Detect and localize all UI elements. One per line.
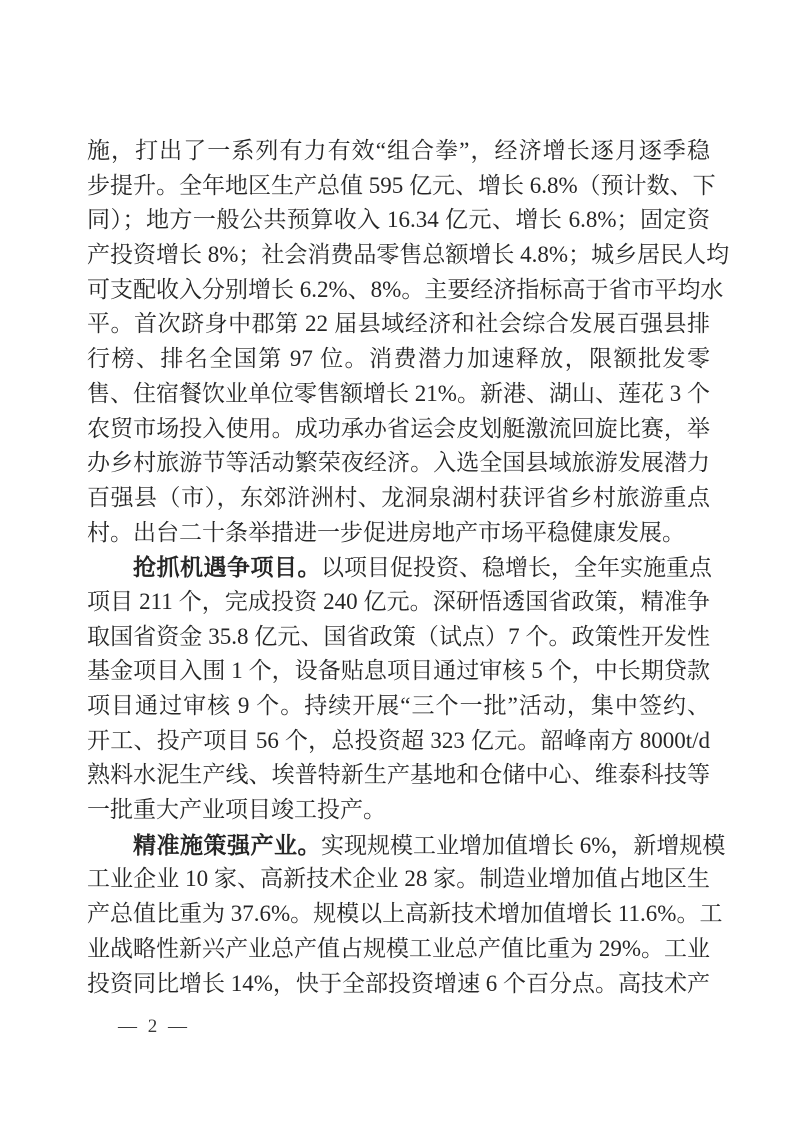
line-text: 可支配收入分别增长 6.2%、8%。主要经济指标高于省市平均水 xyxy=(87,276,724,302)
text-line xyxy=(87,307,710,342)
text-line xyxy=(87,689,710,724)
text-line xyxy=(87,238,730,273)
text-line xyxy=(87,446,710,481)
line-text: 农贸市场投入使用。成功承办省运会皮划艇激流回旋比赛，举 xyxy=(87,415,710,441)
text-line xyxy=(87,342,710,377)
line-text: 办乡村旅游节等活动繁荣夜经济。入选全国县域旅游发展潜力 xyxy=(87,450,710,476)
text-line xyxy=(87,516,710,551)
text-line xyxy=(87,203,710,238)
text-line xyxy=(87,862,710,897)
line-text: 同）；地方一般公共预算收入 16.34 亿元、增长 6.8%；固定资 xyxy=(87,207,710,233)
line-text: 熟料水泥生产线、埃普特新生产基地和仓储中心、维泰科技等 xyxy=(87,762,710,788)
paragraph-lead: 精准施策强产业。 xyxy=(133,831,321,858)
line-text: 百强县（市），东郊浒洲村、龙洞泉湖村获评省乡村旅游重点 xyxy=(87,484,710,510)
text-line xyxy=(87,481,710,516)
text-line xyxy=(87,654,710,689)
page-number: — 2 — xyxy=(118,1016,190,1037)
text-line xyxy=(87,897,723,932)
paragraph-indent xyxy=(87,852,133,853)
line-text: 行榜、排名全国第 97 位。消费潜力加速释放，限额批发零 xyxy=(87,346,710,372)
line-text: 平。首次跻身中郡第 22 届县域经济和社会综合发展百强县排 xyxy=(87,311,710,337)
text-line xyxy=(87,134,710,169)
text-line xyxy=(87,377,710,412)
text-line xyxy=(87,273,724,308)
line-text: 项目通过审核 9 个。持续开展“三个一批”活动，集中签约、 xyxy=(87,693,710,718)
text-line xyxy=(87,724,710,759)
body-text xyxy=(87,134,730,1001)
text-line xyxy=(87,620,710,655)
text-line xyxy=(87,828,726,863)
paragraph-indent xyxy=(87,574,133,575)
line-text: 实现规模工业增加值增长 6%，新增规模 xyxy=(321,832,726,858)
line-text: 施，打出了一系列有力有效“组合拳”，经济增长逐月逐季稳 xyxy=(87,138,710,163)
line-text: 一批重大产业项目竣工投产。 xyxy=(87,797,386,823)
text-line xyxy=(87,412,710,447)
text-line xyxy=(87,967,710,1002)
line-text: 开工、投产项目 56 个，总投资超 323 亿元。韶峰南方 8000t/d xyxy=(87,727,710,753)
line-text: 项目 211 个，完成投资 240 亿元。深研悟透国省政策，精准争 xyxy=(87,588,710,614)
line-text: 售、住宿餐饮业单位零售额增长 21%。新港、湖山、莲花 3 个 xyxy=(87,380,710,406)
text-line xyxy=(87,758,710,793)
text-line xyxy=(87,169,716,204)
text-line xyxy=(87,585,710,620)
line-text: 以项目促投资、稳增长，全年实施重点 xyxy=(321,555,712,581)
line-text: 工业企业 10 家、高新技术企业 28 家。制造业增加值占地区生 xyxy=(87,866,710,892)
line-text: 取国省资金 35.8 亿元、国省政策（试点）7 个。政策性开发性 xyxy=(87,623,710,649)
line-text: 村。出台二十条举措进一步促进房地产市场平稳健康发展。 xyxy=(87,519,685,545)
line-text: 投资同比增长 14%，快于全部投资增速 6 个百分点。高技术产 xyxy=(87,970,710,996)
line-text: 产总值比重为 37.6%。规模以上高新技术增加值增长 11.6%。工 xyxy=(87,901,723,927)
text-line xyxy=(87,932,710,967)
line-text: 步提升。全年地区生产总值 595 亿元、增长 6.8%（预计数、下 xyxy=(87,172,716,198)
paragraph-lead: 抢抓机遇争项目。 xyxy=(133,554,321,581)
line-text: 基金项目入围 1 个，设备贴息项目通过审核 5 个，中长期贷款 xyxy=(87,658,710,684)
line-text: 产投资增长 8%；社会消费品零售总额增长 4.8%；城乡居民人均 xyxy=(87,242,730,268)
text-line xyxy=(87,793,710,828)
line-text: 业战略性新兴产业总产值占规模工业总产值比重为 29%。工业 xyxy=(87,935,710,961)
text-line xyxy=(87,550,710,585)
